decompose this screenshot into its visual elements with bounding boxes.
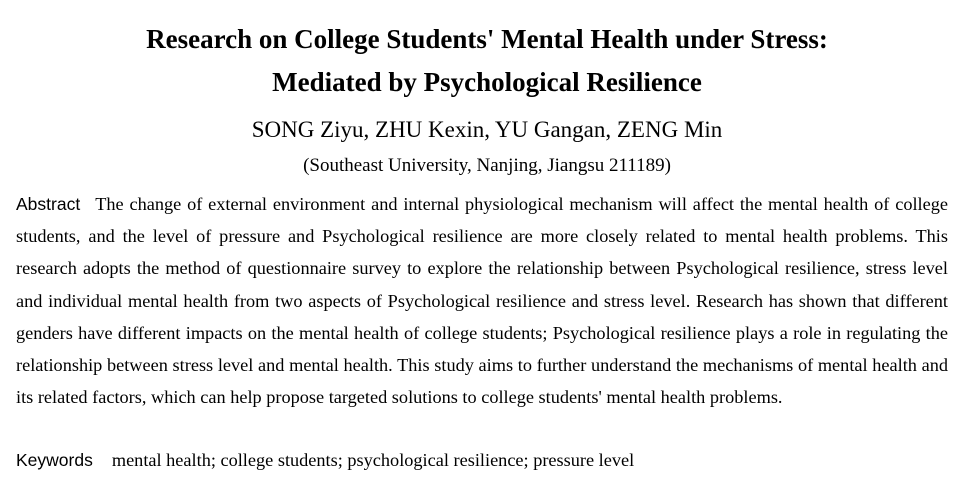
paper-authors: SONG Ziyu, ZHU Kexin, YU Gangan, ZENG Min bbox=[251, 117, 723, 142]
keywords-text: mental health; college students; psychological resilience; pressure level bbox=[111, 450, 635, 470]
keywords-section bbox=[16, 445, 948, 475]
abstract-label: Abstract bbox=[16, 194, 81, 214]
keywords-label: Keywords bbox=[16, 450, 93, 470]
paper-title-line-1: Research on College Students' Mental Health under Stress: bbox=[146, 24, 828, 54]
abstract-section bbox=[16, 188, 948, 413]
paper-title-line-2: Mediated by Psychological Resilience bbox=[272, 67, 702, 97]
paper-affiliation: (Southeast University, Nanjing, Jiangsu 211189) bbox=[303, 155, 671, 176]
abstract-text: The change of external environment and internal physiological mechanism will affect the mental health of college students, and the level of pressure and Psychological resilience are more closely related to mental health problems. This research adopts the method of questionnaire survey to explore the relationship between Psychological resilience, stress level and individual mental health from two aspects of Psychological resilience and stress level. Research has shown that different genders have different impacts on the mental health of college students; Psychological resilience plays a role in regulating the relationship between stress level and mental health. This study aims to further understand the mechanisms of mental health and its related factors, which can help propose targeted solutions to college students' mental health problems. bbox=[16, 194, 948, 408]
